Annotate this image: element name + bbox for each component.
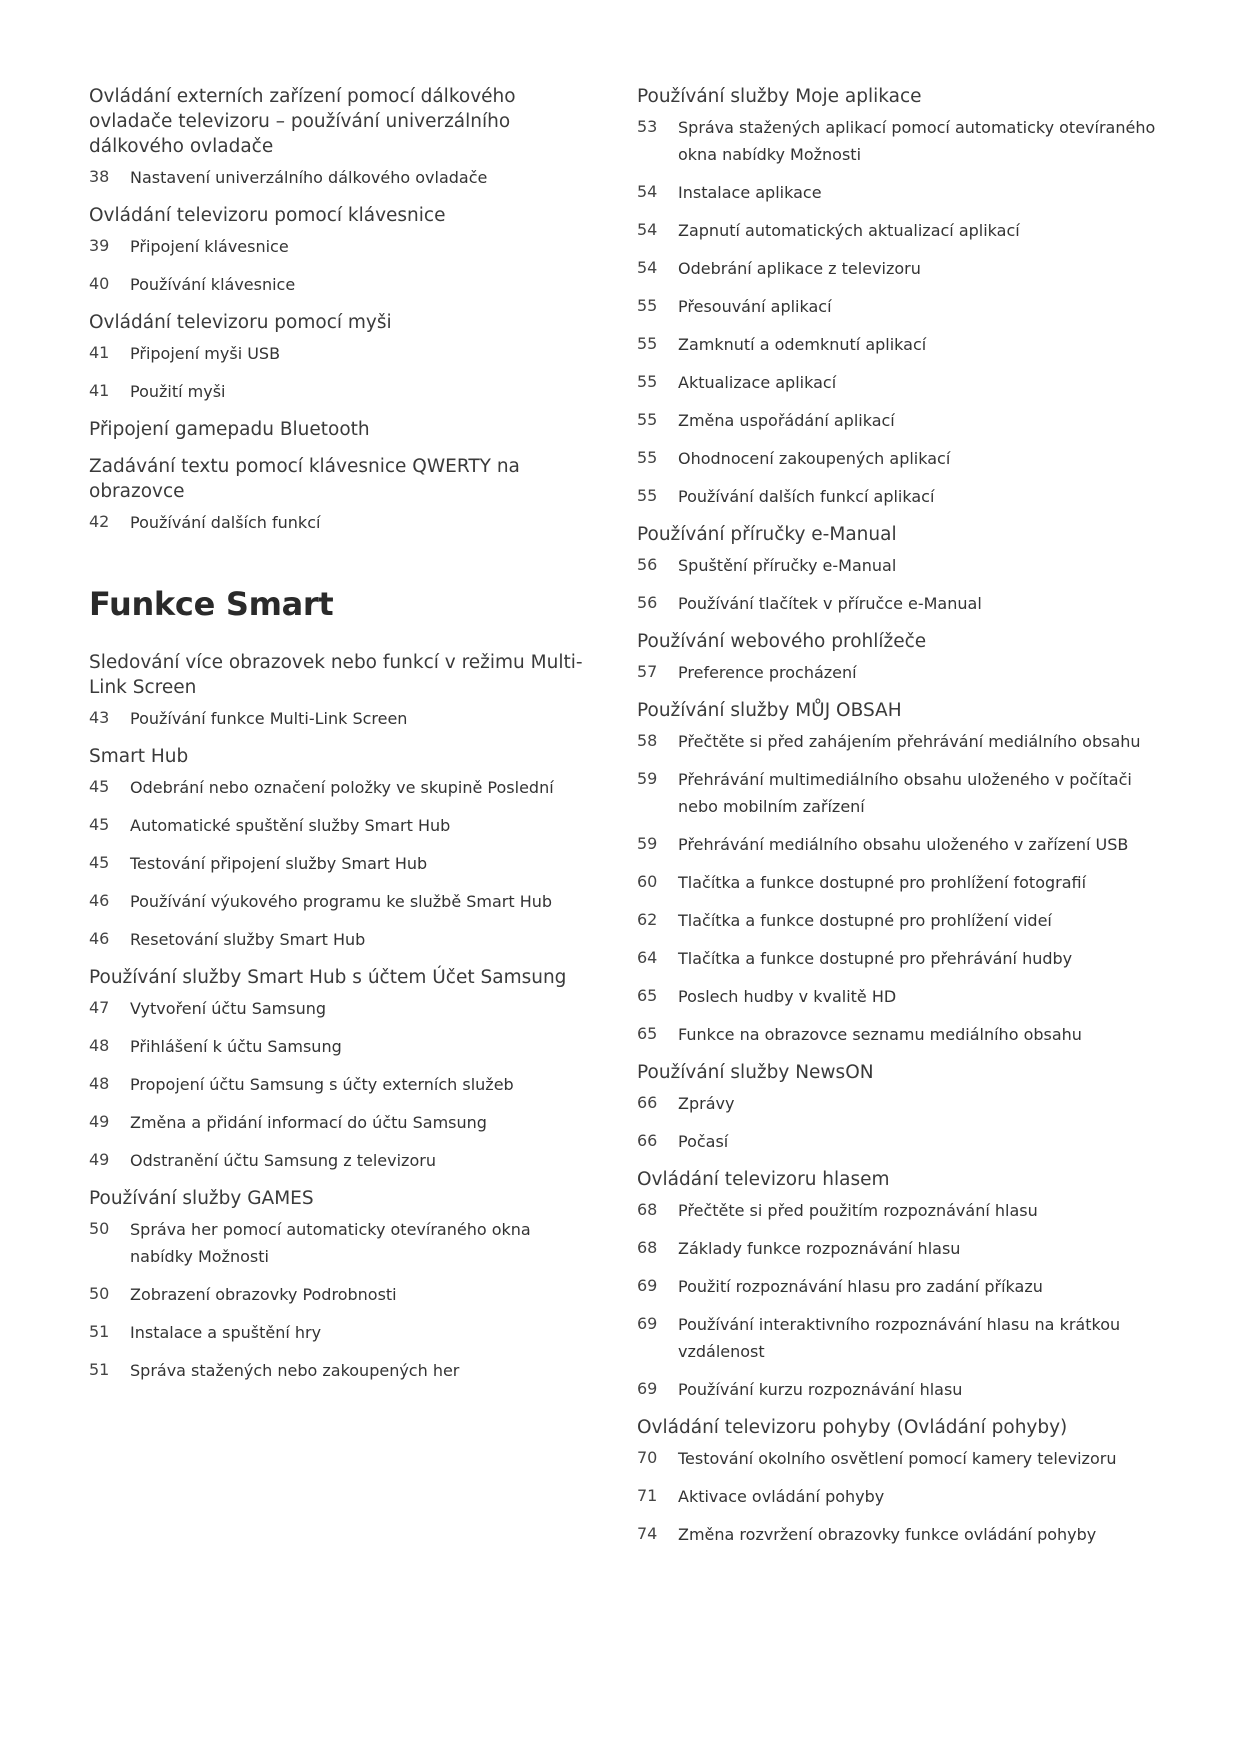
toc-entry-title: Tlačítka a funkce dostupné pro prohlížení fotografií	[678, 873, 1087, 892]
toc-entry[interactable]	[637, 552, 1157, 579]
toc-entry-title: Preference procházení	[678, 663, 857, 682]
toc-entry-title: Ohodnocení zakoupených aplikací	[678, 449, 951, 468]
toc-section	[637, 522, 1157, 617]
toc-entry[interactable]	[89, 1109, 589, 1136]
toc-entry[interactable]	[89, 850, 589, 877]
toc-entry-title: Funkce na obrazovce seznamu mediálního obsahu	[678, 1025, 1082, 1044]
toc-entry[interactable]	[637, 1311, 1157, 1365]
toc-entry-page-number: 54	[637, 182, 658, 201]
toc-entry-page-number: 55	[637, 372, 658, 391]
toc-entry-title: Resetování služby Smart Hub	[130, 930, 366, 949]
toc-entry-title: Změna rozvržení obrazovky funkce ovládání pohyby	[678, 1525, 1097, 1544]
toc-entry[interactable]	[637, 590, 1157, 617]
toc-entry[interactable]	[637, 1021, 1157, 1048]
toc-entry-title: Testování okolního osvětlení pomocí kamery televizoru	[678, 1449, 1117, 1468]
toc-entry[interactable]	[89, 271, 589, 298]
toc-entry-title: Odstranění účtu Samsung z televizoru	[130, 1151, 436, 1170]
toc-section-heading[interactable]: Zadávání textu pomocí klávesnice QWERTY na obrazovce	[89, 456, 520, 502]
toc-entry-title: Změna uspořádání aplikací	[678, 411, 895, 430]
toc-entry-title: Přesouvání aplikací	[678, 297, 832, 316]
toc-section	[89, 417, 589, 442]
toc-entry[interactable]	[637, 1128, 1157, 1155]
toc-entry-title: Používání dalších funkcí aplikací	[678, 487, 935, 506]
toc-entry-page-number: 42	[89, 512, 110, 531]
toc-entry[interactable]	[89, 509, 589, 536]
toc-section	[637, 1060, 1157, 1155]
toc-entry[interactable]	[637, 983, 1157, 1010]
toc-entry-title: Zamknutí a odemknutí aplikací	[678, 335, 927, 354]
toc-entry-page-number: 55	[637, 410, 658, 429]
toc-entry[interactable]	[637, 1521, 1157, 1548]
toc-section-heading[interactable]: Ovládání externích zařízení pomocí dálkového ovladače televizoru – používání univerzálního dálkového ovladače	[89, 86, 516, 157]
toc-entry-title: Použití rozpoznávání hlasu pro zadání příkazu	[678, 1277, 1043, 1296]
toc-entry-page-number: 54	[637, 220, 658, 239]
toc-section-heading[interactable]: Ovládání televizoru hlasem	[637, 1169, 890, 1190]
toc-entry[interactable]	[637, 293, 1157, 320]
chapter-title: Funkce Smart	[89, 585, 334, 623]
toc-entry-page-number: 49	[89, 1150, 110, 1169]
toc-entry-title: Používání funkce Multi-Link Screen	[130, 709, 408, 728]
toc-entry[interactable]	[637, 766, 1157, 820]
toc-entry[interactable]	[89, 378, 589, 405]
toc-entry-title: Aktivace ovládání pohyby	[678, 1487, 885, 1506]
toc-entry-page-number: 47	[89, 998, 110, 1017]
toc-entry-page-number: 66	[637, 1131, 658, 1150]
toc-entry-page-number: 68	[637, 1200, 658, 1219]
toc-entry-page-number: 55	[637, 334, 658, 353]
toc-entry[interactable]	[89, 233, 589, 260]
toc-entry-page-number: 69	[637, 1379, 658, 1398]
toc-entry[interactable]	[637, 1273, 1157, 1300]
toc-entry-page-number: 43	[89, 708, 110, 727]
toc-entry-page-number: 45	[89, 777, 110, 796]
toc-entry-title: Používání tlačítek v příručce e-Manual	[678, 594, 982, 613]
toc-entry-title: Používání dalších funkcí	[130, 513, 321, 532]
toc-entry-title: Odebrání aplikace z televizoru	[678, 259, 921, 278]
toc-section	[89, 744, 589, 953]
toc-section	[89, 84, 589, 191]
toc-entry-page-number: 69	[637, 1276, 658, 1295]
toc-entry-title: Změna a přidání informací do účtu Samsung	[130, 1113, 487, 1132]
toc-entry-page-number: 40	[89, 274, 110, 293]
toc-entry[interactable]	[637, 907, 1157, 934]
toc-entry[interactable]	[637, 869, 1157, 896]
toc-section	[89, 1186, 589, 1384]
toc-entry-page-number: 48	[89, 1036, 110, 1055]
toc-entry-title: Správa stažených nebo zakoupených her	[130, 1361, 460, 1380]
toc-section-heading[interactable]: Používání služby NewsON	[637, 1062, 874, 1083]
toc-entry-title: Přečtěte si před zahájením přehrávání mediálního obsahu	[678, 732, 1141, 751]
toc-section-heading[interactable]: Ovládání televizoru pomocí klávesnice	[89, 205, 446, 226]
toc-entry[interactable]	[637, 445, 1157, 472]
toc-entry-title: Testování připojení služby Smart Hub	[130, 854, 428, 873]
toc-entry-title: Tlačítka a funkce dostupné pro přehrávání hudby	[678, 949, 1073, 968]
toc-entry-title: Zobrazení obrazovky Podrobnosti	[130, 1285, 397, 1304]
toc-entry-title: Tlačítka a funkce dostupné pro prohlížení videí	[678, 911, 1052, 930]
toc-section	[89, 310, 589, 405]
toc-section	[89, 203, 589, 298]
toc-entry[interactable]	[89, 888, 589, 915]
toc-section	[89, 965, 589, 1174]
toc-entry-title: Přehrávání mediálního obsahu uloženého v zařízení USB	[678, 835, 1129, 854]
toc-entry-title: Základy funkce rozpoznávání hlasu	[678, 1239, 961, 1258]
toc-section-heading[interactable]: Ovládání televizoru pohyby (Ovládání pohyby)	[637, 1417, 1068, 1438]
toc-section-heading[interactable]: Používání služby Smart Hub s účtem Účet Samsung	[89, 967, 567, 988]
toc-entry-page-number: 62	[637, 910, 658, 929]
toc-entry[interactable]	[89, 995, 589, 1022]
toc-entry-page-number: 54	[637, 258, 658, 277]
toc-entry[interactable]	[89, 705, 589, 732]
toc-entry[interactable]	[637, 1376, 1157, 1403]
toc-entry[interactable]	[89, 1216, 589, 1270]
toc-entry-title: Používání klávesnice	[130, 275, 296, 294]
toc-section-heading[interactable]: Používání služby MŮJ OBSAH	[637, 700, 902, 721]
toc-left-column	[89, 84, 589, 1396]
toc-entry[interactable]	[89, 1357, 589, 1384]
toc-entry[interactable]	[637, 407, 1157, 434]
toc-entry-page-number: 59	[637, 769, 658, 788]
toc-section	[637, 1415, 1157, 1548]
toc-entry-title: Instalace aplikace	[678, 183, 822, 202]
toc-section	[637, 698, 1157, 1048]
toc-entry-title: Správa stažených aplikací pomocí automaticky otevíraného okna nabídky Možnosti	[678, 118, 1156, 164]
toc-entry-title: Poslech hudby v kvalitě HD	[678, 987, 897, 1006]
toc-entry[interactable]	[637, 369, 1157, 396]
toc-entry-page-number: 50	[89, 1284, 110, 1303]
toc-entry-title: Aktualizace aplikací	[678, 373, 837, 392]
toc-entry-title: Počasí	[678, 1132, 729, 1151]
toc-entry-page-number: 38	[89, 167, 110, 186]
toc-entry-page-number: 41	[89, 343, 110, 362]
toc-section	[637, 1167, 1157, 1403]
toc-entry-page-number: 66	[637, 1093, 658, 1112]
toc-entry[interactable]	[637, 217, 1157, 244]
toc-entry[interactable]	[89, 1033, 589, 1060]
toc-entry-page-number: 49	[89, 1112, 110, 1131]
toc-section	[89, 454, 589, 536]
toc-entry[interactable]	[89, 1319, 589, 1346]
toc-entry-title: Používání kurzu rozpoznávání hlasu	[678, 1380, 963, 1399]
toc-section-heading[interactable]: Ovládání televizoru pomocí myši	[89, 312, 392, 333]
toc-entry-title: Přehrávání multimediálního obsahu uloženého v počítači nebo mobilním zařízení	[678, 770, 1132, 816]
toc-entry-title: Propojení účtu Samsung s účty externích služeb	[130, 1075, 514, 1094]
toc-entry-page-number: 56	[637, 555, 658, 574]
toc-entry[interactable]	[637, 831, 1157, 858]
toc-entry[interactable]	[89, 164, 589, 191]
toc-entry-title: Připojení klávesnice	[130, 237, 289, 256]
toc-entry-page-number: 51	[89, 1322, 110, 1341]
toc-entry[interactable]	[637, 114, 1157, 168]
toc-entry-page-number: 45	[89, 853, 110, 872]
toc-entry-title: Vytvoření účtu Samsung	[130, 999, 327, 1018]
toc-entry-title: Instalace a spuštění hry	[130, 1323, 322, 1342]
toc-entry-title: Používání výukového programu ke službě Smart Hub	[130, 892, 553, 911]
toc-entry-page-number: 65	[637, 1024, 658, 1043]
toc-entry-page-number: 74	[637, 1524, 658, 1543]
toc-entry-page-number: 69	[637, 1314, 658, 1333]
toc-entry-title: Přihlášení k účtu Samsung	[130, 1037, 342, 1056]
toc-entry-page-number: 45	[89, 815, 110, 834]
toc-entry[interactable]	[637, 483, 1157, 510]
toc-entry-title: Použití myši	[130, 382, 226, 401]
toc-section-heading[interactable]: Připojení gamepadu Bluetooth	[89, 419, 370, 440]
toc-entry[interactable]	[637, 1090, 1157, 1117]
toc-entry[interactable]	[89, 1147, 589, 1174]
toc-section	[637, 84, 1157, 510]
toc-entry-page-number: 56	[637, 593, 658, 612]
toc-entry-page-number: 58	[637, 731, 658, 750]
toc-entry-page-number: 55	[637, 448, 658, 467]
toc-entry-page-number: 51	[89, 1360, 110, 1379]
toc-entry[interactable]	[89, 774, 589, 801]
toc-section	[89, 650, 589, 732]
toc-entry[interactable]	[89, 1071, 589, 1098]
toc-entry-page-number: 57	[637, 662, 658, 681]
toc-entry[interactable]	[637, 331, 1157, 358]
toc-entry-page-number: 46	[89, 891, 110, 910]
toc-section	[637, 629, 1157, 686]
toc-entry-page-number: 65	[637, 986, 658, 1005]
toc-entry-page-number: 59	[637, 834, 658, 853]
toc-entry-page-number: 68	[637, 1238, 658, 1257]
toc-entry[interactable]	[637, 728, 1157, 755]
toc-entry-page-number: 64	[637, 948, 658, 967]
toc-entry-page-number: 41	[89, 381, 110, 400]
toc-entry-page-number: 50	[89, 1219, 110, 1238]
toc-entry-page-number: 55	[637, 296, 658, 315]
toc-entry-page-number: 39	[89, 236, 110, 255]
toc-entry[interactable]	[89, 926, 589, 953]
toc-entry-title: Používání interaktivního rozpoznávání hlasu na krátkou vzdálenost	[678, 1315, 1121, 1361]
toc-entry[interactable]	[89, 340, 589, 367]
toc-entry-page-number: 55	[637, 486, 658, 505]
toc-entry[interactable]	[637, 1235, 1157, 1262]
toc-entry-page-number: 53	[637, 117, 658, 136]
toc-section-heading[interactable]: Používání služby Moje aplikace	[637, 86, 922, 107]
toc-entry[interactable]	[637, 1197, 1157, 1224]
toc-section-heading[interactable]: Smart Hub	[89, 746, 189, 767]
toc-entry-title: Automatické spuštění služby Smart Hub	[130, 816, 451, 835]
toc-section-heading[interactable]: Používání webového prohlížeče	[637, 631, 927, 652]
toc-entry-title: Nastavení univerzálního dálkového ovladače	[130, 168, 488, 187]
toc-entry[interactable]	[89, 1281, 589, 1308]
toc-entry-title: Připojení myši USB	[130, 344, 281, 363]
toc-section-heading[interactable]: Sledování více obrazovek nebo funkcí v režimu Multi-Link Screen	[89, 652, 583, 698]
toc-entry-title: Přečtěte si před použitím rozpoznávání hlasu	[678, 1201, 1038, 1220]
toc-section-heading[interactable]: Používání služby GAMES	[89, 1188, 314, 1209]
toc-entry[interactable]	[637, 179, 1157, 206]
toc-entry[interactable]	[89, 812, 589, 839]
toc-left-top-sections	[89, 84, 589, 536]
toc-entry-title: Odebrání nebo označení položky ve skupině Poslední	[130, 778, 554, 797]
toc-entry-page-number: 60	[637, 872, 658, 891]
toc-entry-page-number: 70	[637, 1448, 658, 1467]
toc-left-bottom-sections	[89, 650, 589, 1384]
toc-entry[interactable]	[637, 945, 1157, 972]
toc-right-sections	[637, 84, 1157, 1548]
toc-entry[interactable]	[637, 659, 1157, 686]
toc-right-column	[637, 84, 1157, 1560]
toc-section-heading[interactable]: Používání příručky e-Manual	[637, 524, 897, 545]
toc-entry[interactable]	[637, 255, 1157, 282]
toc-entry-page-number: 48	[89, 1074, 110, 1093]
toc-entry[interactable]	[637, 1483, 1157, 1510]
toc-entry-title: Správa her pomocí automaticky otevíraného okna nabídky Možnosti	[130, 1220, 531, 1266]
toc-entry-title: Zprávy	[678, 1094, 735, 1113]
toc-entry-title: Spuštění příručky e-Manual	[678, 556, 897, 575]
toc-entry-page-number: 46	[89, 929, 110, 948]
toc-entry-page-number: 71	[637, 1486, 658, 1505]
toc-entry-title: Zapnutí automatických aktualizací aplikací	[678, 221, 1020, 240]
toc-entry[interactable]	[637, 1445, 1157, 1472]
